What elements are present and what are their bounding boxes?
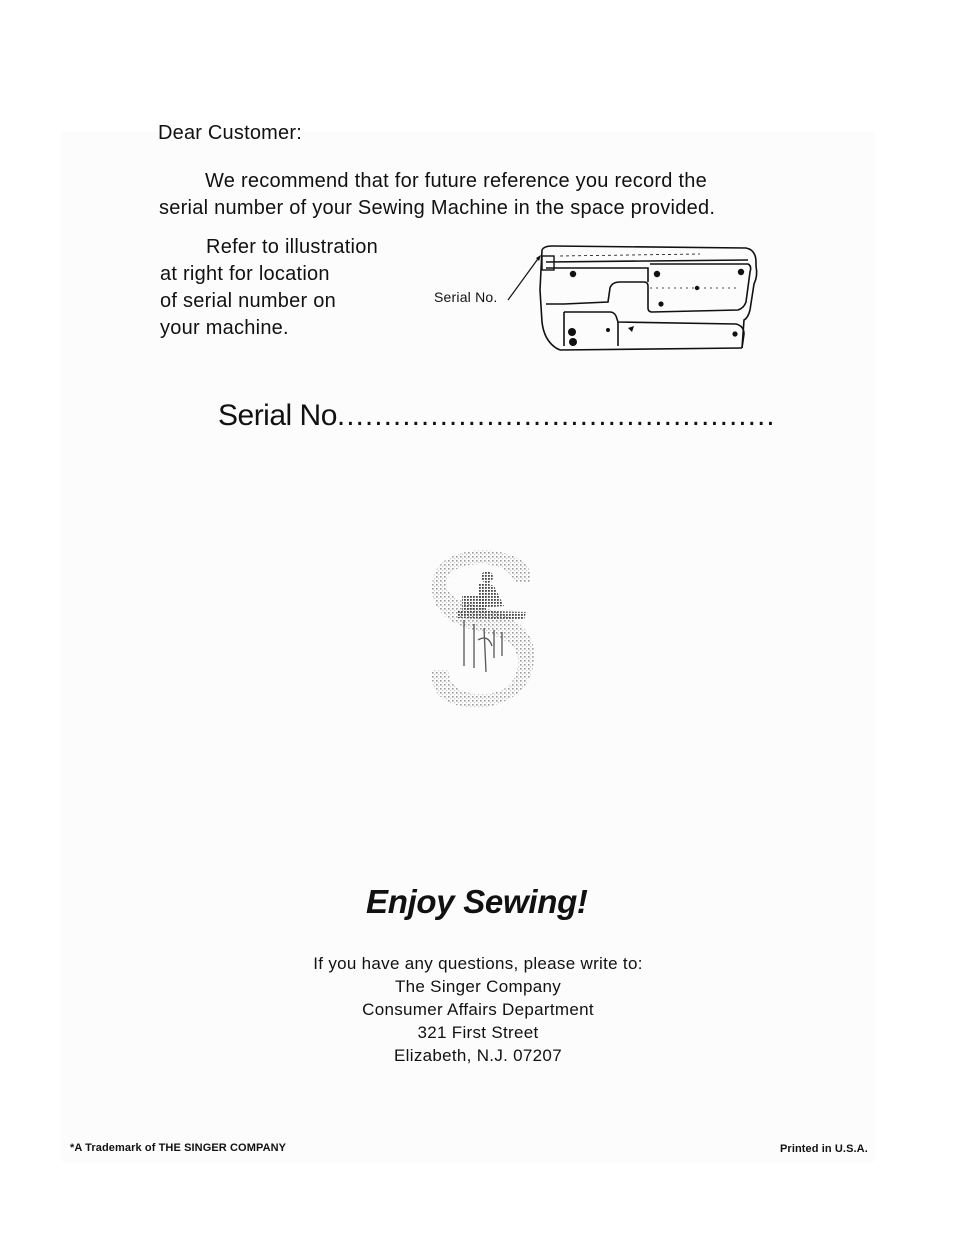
recommendation-line-2: serial number of your Sewing Machine in the space provided.	[159, 197, 716, 219]
trademark-notice: *A Trademark of THE SINGER COMPANY	[70, 1142, 287, 1154]
contact-city: Elizabeth, N.J. 07207	[394, 1046, 562, 1065]
refer-line-4: your machine.	[160, 317, 289, 339]
refer-paragraph	[160, 234, 378, 342]
refer-line-1: Refer to illustration	[206, 236, 378, 258]
refer-line-2: at right for location	[160, 263, 330, 285]
contact-department: Consumer Affairs Department	[362, 1000, 594, 1019]
printed-in-notice: Printed in U.S.A.	[780, 1143, 868, 1155]
serial-number-dotted-leader: ...............................................	[336, 399, 776, 432]
contact-street: 321 First Street	[417, 1023, 539, 1042]
refer-line-3: of serial number on	[160, 290, 336, 312]
sewing-machine-illustration-icon	[500, 242, 762, 354]
contact-address-block	[250, 952, 706, 1067]
closing-heading: Enjoy Sewing!	[366, 883, 588, 920]
greeting: Dear Customer:	[158, 122, 302, 144]
singer-seamstress-logo-icon	[428, 548, 538, 710]
contact-intro: If you have any questions, please write to:	[313, 954, 643, 973]
serial-number-label: Serial No	[218, 399, 337, 432]
recommendation-line-1: We recommend that for future reference you record the	[205, 170, 708, 192]
recommendation-paragraph	[159, 168, 715, 222]
serial-callout-label: Serial No.	[434, 289, 498, 305]
contact-company: The Singer Company	[394, 977, 562, 996]
serial-number-entry-line	[218, 399, 776, 433]
